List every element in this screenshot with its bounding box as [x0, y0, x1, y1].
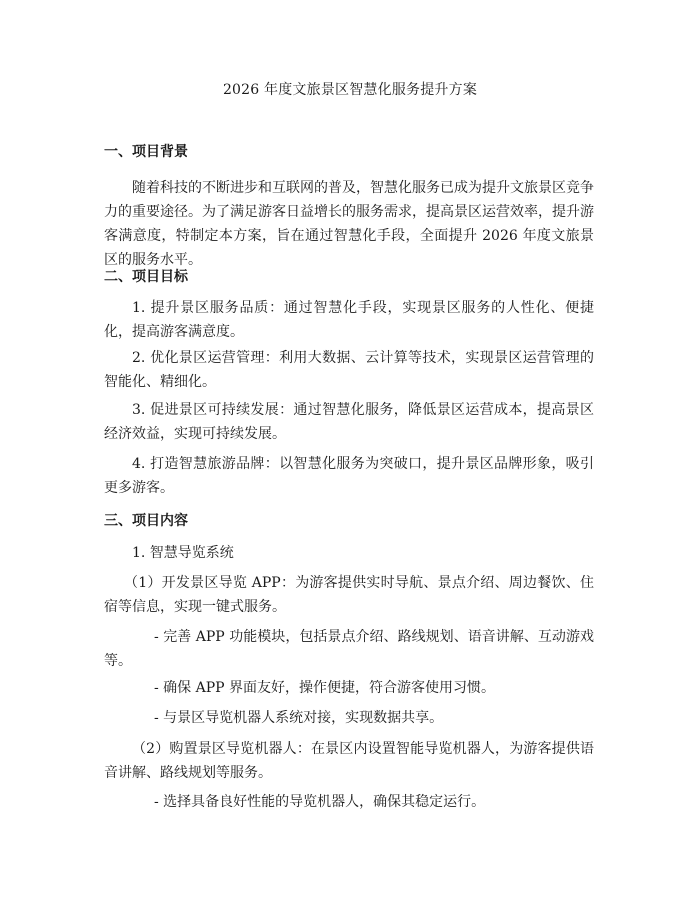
goal-item-1: 1. 提升景区服务品质：通过智慧化手段，实现景区服务的人性化、便捷化，提高游客满意度。: [104, 300, 594, 340]
content-paragraph-app: （1）开发景区导览 APP：为游客提供实时导航、景点介绍、周边餐饮、住宿等信息，实现一键式服务。: [104, 575, 594, 615]
background-paragraph: 随着科技的不断进步和互联网的普及，智慧化服务已成为提升文旅景区竞争力的重要途径。为了满足游客日益增长的服务需求，提高景区运营效率，提升游客满意度，特制定本方案，旨在通过智慧化手段，全面提升 2026 年度文旅景区的服务水平。: [104, 180, 594, 268]
section-heading-goals: 二、项目目标: [104, 269, 188, 285]
app-bullet-1: - 完善 APP 功能模块，包括景点介绍、路线规划、语音讲解、互动游戏等。: [104, 629, 594, 669]
document-title: 2026 年度文旅景区智慧化服务提升方案: [222, 82, 478, 98]
section-heading-content: 三、项目内容: [104, 513, 188, 529]
sub-heading-guide-system: 1. 智慧导览系统: [132, 545, 234, 561]
section-heading-background: 一、项目背景: [104, 144, 188, 160]
app-bullet-3: - 与景区导览机器人系统对接，实现数据共享。: [154, 710, 444, 726]
robot-bullet-1: - 选择具备良好性能的导览机器人，确保其稳定运行。: [154, 794, 486, 810]
app-bullet-2: - 确保 APP 界面友好，操作便捷，符合游客使用习惯。: [154, 680, 496, 696]
goal-item-3: 3. 促进景区可持续发展：通过智慧化服务，降低景区运营成本，提高景区经济效益，实现可持续发展。: [104, 402, 594, 442]
content-paragraph-robot: （2）购置景区导览机器人：在景区内设置智能导览机器人，为游客提供语音讲解、路线规划等服务。: [104, 741, 594, 781]
goal-item-2: 2. 优化景区运营管理：利用大数据、云计算等技术，实现景区运营管理的智能化、精细化。: [104, 350, 594, 390]
goal-item-4: 4. 打造智慧旅游品牌：以智慧化服务为突破口，提升景区品牌形象，吸引更多游客。: [104, 456, 594, 496]
